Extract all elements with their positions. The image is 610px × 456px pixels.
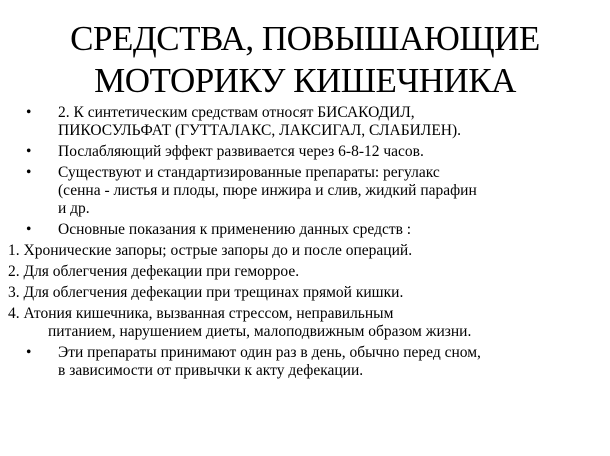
- text-line: ПИКОСУЛЬФАТ (ГУТТАЛАКС, ЛАКСИГАЛ, СЛАБИЛЕН).: [58, 122, 462, 139]
- slide-body: [8, 104, 606, 383]
- text-line: 2. К синтетическим средствам относят БИСАКОДИЛ,: [58, 104, 415, 121]
- text-line: Эти препараты принимают один раз в день, обычно перед сном,: [58, 344, 481, 361]
- text-line: 2. Для облегчения дефекации при геморрое.: [8, 263, 300, 280]
- bullet-icon: •: [26, 104, 32, 121]
- numbered-item-3: [8, 284, 606, 302]
- bullet-icon: •: [26, 143, 32, 160]
- numbered-item-4: [8, 305, 606, 341]
- bullet-icon: •: [26, 221, 32, 238]
- bullet-item-indications: [8, 221, 606, 239]
- slide-title: [0, 18, 610, 102]
- text-line: 4. Атония кишечника, вызванная стрессом, неправильным: [8, 305, 394, 322]
- bullet-item-synthetic-agents: [8, 104, 606, 140]
- text-line: 3. Для облегчения дефекации при трещинах прямой кишки.: [8, 284, 404, 301]
- bullet-icon: •: [26, 344, 32, 361]
- slide-title-line-2: МОТОРИКУ КИШЕЧНИКА: [94, 61, 516, 100]
- bullet-item-standardized-preparations: [8, 164, 606, 218]
- numbered-item-1: [8, 242, 606, 260]
- text-line: (сенна - листья и плоды, пюре инжира и слив, жидкий парафин: [58, 182, 477, 199]
- text-line: в зависимости от привычки к акту дефекации.: [58, 362, 364, 379]
- text-line: 1. Хронические запоры; острые запоры до и после операций.: [8, 242, 413, 259]
- text-line: Послабляющий эффект развивается через 6-8-12 часов.: [58, 143, 424, 160]
- text-line: и др.: [58, 200, 90, 217]
- numbered-item-2: [8, 263, 606, 281]
- text-line: Основные показания к применению данных средств :: [58, 221, 412, 238]
- text-line: Существуют и стандартизированные препараты: регулакс: [58, 164, 440, 181]
- bullet-item-dosage: [8, 344, 606, 380]
- text-line: питанием, нарушением диеты, малоподвижным образом жизни.: [48, 323, 472, 340]
- bullet-item-effect-time: [8, 143, 606, 161]
- slide-title-line-1: СРЕДСТВА, ПОВЫШАЮЩИЕ: [70, 19, 540, 58]
- bullet-icon: •: [26, 164, 32, 181]
